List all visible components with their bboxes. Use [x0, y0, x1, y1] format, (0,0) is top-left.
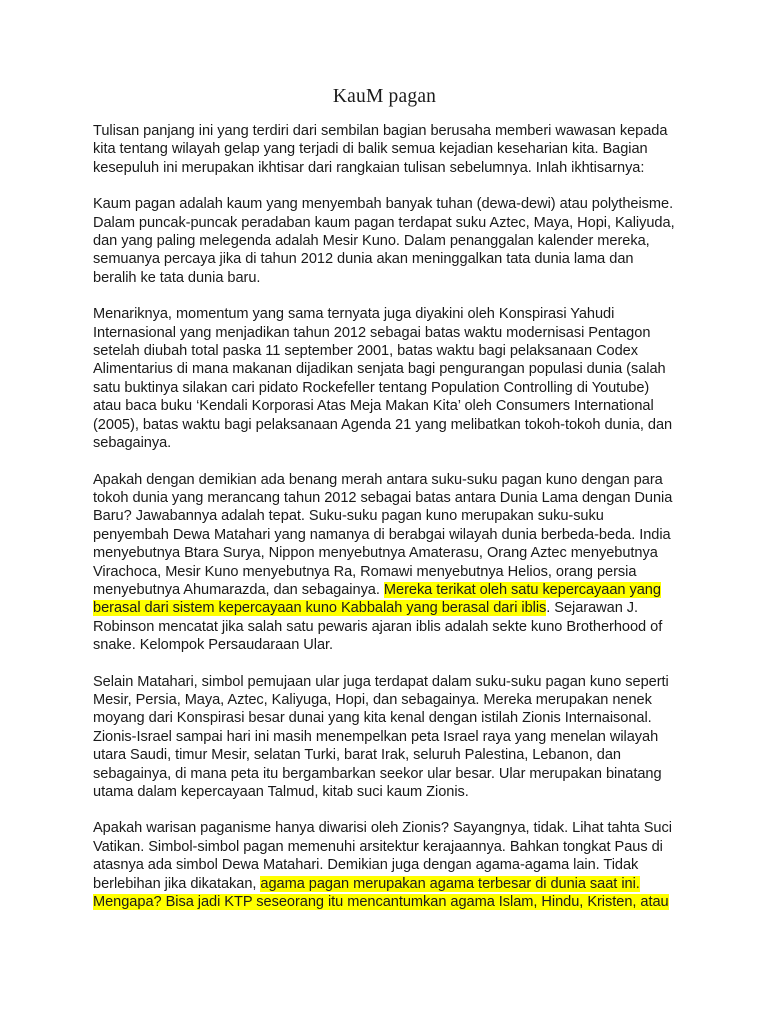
text-segment: Menariknya, momentum yang sama ternyata juga diyakini oleh Konspirasi Yahudi Internasional yang menjadikan tahun 2012 sebagai batas waktu modernisasi Pentagon setelah diubah total paska 11 september 2001, batas waktu bagi pelaksanaan Codex Alimentarius di mana makanan dijadikan senjata bagi pengurangan populasi dunia (salah satu buktinya silakan cari pidato Rockefeller tentang Population Controlling di Youtube) atau baca buku ‘Kendali Korporasi Atas Meja Makan Kita’ oleh Consumers International (2005), batas waktu bagi pelaksanaan Agenda 21 yang melibatkan tokoh-tokoh dunia, dan sebagainya.	[93, 306, 673, 452]
paragraph	[93, 195, 676, 287]
paragraph	[93, 673, 676, 802]
text-segment: Selain Matahari, simbol pemujaan ular juga terdapat dalam suku-suku pagan kuno seperti Mesir, Persia, Maya, Aztec, Kaliyuga, Hopi, dan sebagainya. Mereka merupakan nenek moyang dari Konspirasi besar dunai yang kita kenal dengan istilah Zionis Internaisonal. Zionis-Israel sampai hari ini masih menempelkan peta Israel raya yang menelan wilayah utara Saudi, timur Mesir, selatan Turki, barat Irak, seluruh Palestina, Lebanon, dan sebagainya, di mana peta itu bergambarkan seekor ular besar. Ular merupakan binatang utama dalam kepercayaan Talmud, kitab suci kaum Zionis.	[93, 673, 669, 800]
paragraph	[93, 819, 676, 911]
text-segment: Apakah warisan paganisme hanya diwarisi oleh Zionis? Sayangnya, tidak. Lihat tahta Suci Vatikan. Simbol-simbol pagan memenuhi arsitektur kerajaannya. Bahkan tongkat Paus di atasnya ada simbol Dewa Matahari. Demikian juga dengan agama-agama lain. Tidak berlebihan jika dikatakan,	[93, 820, 672, 892]
highlighted-text: agama pagan merupakan agama terbesar di dunia saat ini. Mengapa? Bisa jadi KTP seseorang itu mencantumkan agama Islam, Hindu, Kristen, atau	[93, 875, 669, 911]
paragraph	[93, 122, 676, 177]
text-segment: . Sejarawan J. Robinson mencatat jika salah satu pewaris ajaran iblis adalah sekte kuno Brotherhood of snake. Kelompok Persaudaraan Ular.	[93, 600, 663, 654]
highlighted-text: Mereka terikat oleh satu kepercayaan yang berasal dari sistem kepercayaan kuno Kabbalah yang berasal dari iblis	[93, 581, 661, 617]
text-segment: Tulisan panjang ini yang terdiri dari sembilan bagian berusaha memberi wawasan kepada kita tentang wilayah gelap yang terjadi di balik semua kejadian keseharian kita. Bagian kesepuluh ini merupakan ikhtisar dari rangkaian tulisan sebelumnya. Inlah ikhtisarnya:	[93, 123, 668, 176]
text-segment: Apakah dengan demikian ada benang merah antara suku-suku pagan kuno dengan para tokoh dunia yang merancang tahun 2012 sebagai batas antara Dunia Lama dengan Dunia Baru? Jawabannya adalah tepat. Suku-suku pagan kuno merupakan suku-suku penyembah Dewa Matahari yang namanya di berabgai wilayah dunia berbeda-beda. India menyebutnya Btara Surya, Nippon menyebutnya Amaterasu, Orang Aztec menyebutnya Virachoca, Mesir Kuno menyebutnya Ra, Romawi menyebutnya Helios, orang persia menyebutnya Ahumarazda, dan sebagainya.	[93, 471, 673, 598]
document-body	[93, 122, 676, 911]
paragraph	[93, 305, 676, 452]
paragraph	[93, 471, 676, 655]
document-title: KauM pagan	[332, 86, 437, 107]
text-segment: Kaum pagan adalah kaum yang menyembah banyak tuhan (dewa-dewi) atau polytheisme. Dalam puncak-puncak peradaban kaum pagan terdapat suku Aztec, Maya, Hopi, Kaliyuda, dan yang paling melegenda adalah Mesir Kuno. Dalam penanggalan kalender mereka, semuanya percaya jika di tahun 2012 dunia akan meninggalkan tata dunia lama dan beralih ke tata dunia baru.	[93, 196, 675, 286]
